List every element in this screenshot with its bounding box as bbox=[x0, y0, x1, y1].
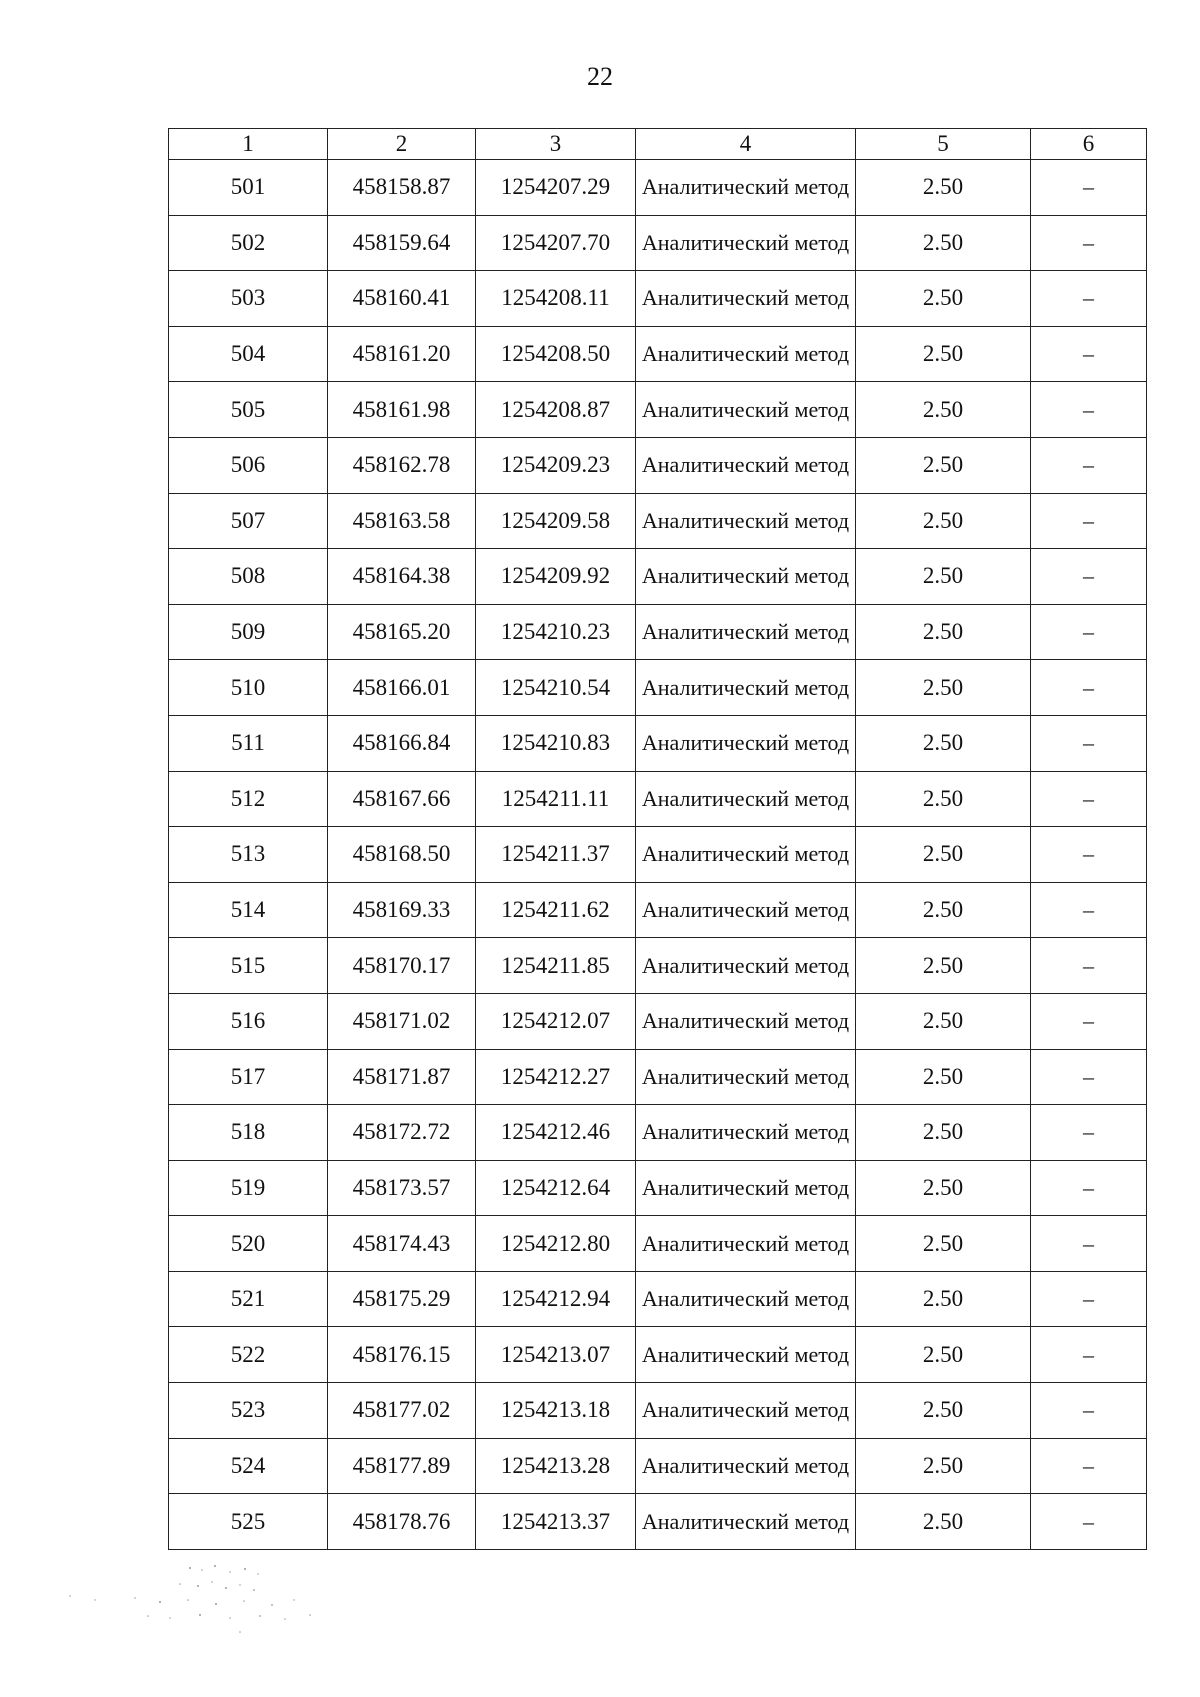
table-cell-col-3: 1254209.23 bbox=[476, 437, 636, 493]
scan-noise-marks bbox=[40, 1560, 340, 1640]
table-header bbox=[169, 129, 1147, 160]
header-cell-2: 2 bbox=[328, 129, 476, 160]
table-cell-col-5: 2.50 bbox=[856, 326, 1031, 382]
header-cell-4: 4 bbox=[636, 129, 856, 160]
table-cell-col-3: 1254209.58 bbox=[476, 493, 636, 549]
table-cell-col-6: – bbox=[1031, 715, 1147, 771]
table-cell-col-3: 1254213.07 bbox=[476, 1327, 636, 1383]
table-cell-col-5: 2.50 bbox=[856, 1160, 1031, 1216]
table-cell-col-2: 458176.15 bbox=[328, 1327, 476, 1383]
table-cell-col-3: 1254212.64 bbox=[476, 1160, 636, 1216]
table-cell-col-3: 1254212.07 bbox=[476, 993, 636, 1049]
table-row bbox=[169, 549, 1147, 605]
table-row bbox=[169, 437, 1147, 493]
header-row bbox=[169, 129, 1147, 160]
table-cell-col-2: 458168.50 bbox=[328, 827, 476, 883]
table-cell-col-2: 458171.02 bbox=[328, 993, 476, 1049]
header-cell-5: 5 bbox=[856, 129, 1031, 160]
table-cell-col-6: – bbox=[1031, 771, 1147, 827]
table-cell-col-4: Аналитический метод bbox=[636, 604, 856, 660]
table-body bbox=[169, 160, 1147, 1550]
table-cell-col-5: 2.50 bbox=[856, 1049, 1031, 1105]
table-cell-col-2: 458171.87 bbox=[328, 1049, 476, 1105]
table-cell-col-2: 458165.20 bbox=[328, 604, 476, 660]
table-cell-col-4: Аналитический метод bbox=[636, 1271, 856, 1327]
table-cell-col-5: 2.50 bbox=[856, 1271, 1031, 1327]
table-cell-col-5: 2.50 bbox=[856, 1494, 1031, 1550]
table-cell-col-4: Аналитический метод bbox=[636, 326, 856, 382]
table-cell-col-6: – bbox=[1031, 437, 1147, 493]
table-cell-col-2: 458161.20 bbox=[328, 326, 476, 382]
table-cell-col-3: 1254207.29 bbox=[476, 160, 636, 216]
table-cell-col-3: 1254211.37 bbox=[476, 827, 636, 883]
table-cell-col-1: 522 bbox=[169, 1327, 328, 1383]
table-cell-col-4: Аналитический метод bbox=[636, 493, 856, 549]
table-cell-col-5: 2.50 bbox=[856, 215, 1031, 271]
table-cell-col-6: – bbox=[1031, 1327, 1147, 1383]
table-row bbox=[169, 882, 1147, 938]
table-cell-col-6: – bbox=[1031, 882, 1147, 938]
table-row bbox=[169, 215, 1147, 271]
table-cell-col-3: 1254211.11 bbox=[476, 771, 636, 827]
table-cell-col-3: 1254208.50 bbox=[476, 326, 636, 382]
table-cell-col-4: Аналитический метод bbox=[636, 660, 856, 716]
table-cell-col-1: 506 bbox=[169, 437, 328, 493]
table-cell-col-6: – bbox=[1031, 271, 1147, 327]
table-cell-col-4: Аналитический метод bbox=[636, 1494, 856, 1550]
table-cell-col-2: 458164.38 bbox=[328, 549, 476, 605]
table-cell-col-5: 2.50 bbox=[856, 993, 1031, 1049]
table-cell-col-6: – bbox=[1031, 215, 1147, 271]
table-cell-col-4: Аналитический метод bbox=[636, 993, 856, 1049]
table-cell-col-4: Аналитический метод bbox=[636, 827, 856, 883]
table-cell-col-3: 1254212.46 bbox=[476, 1105, 636, 1161]
table-row bbox=[169, 1494, 1147, 1550]
table-cell-col-3: 1254212.94 bbox=[476, 1271, 636, 1327]
table-cell-col-6: – bbox=[1031, 1438, 1147, 1494]
table-row bbox=[169, 1160, 1147, 1216]
table-cell-col-4: Аналитический метод bbox=[636, 382, 856, 438]
header-cell-3: 3 bbox=[476, 129, 636, 160]
page-number: 22 bbox=[587, 62, 613, 91]
table-cell-col-6: – bbox=[1031, 160, 1147, 216]
table-cell-col-1: 514 bbox=[169, 882, 328, 938]
table-cell-col-2: 458159.64 bbox=[328, 215, 476, 271]
table-cell-col-5: 2.50 bbox=[856, 437, 1031, 493]
table-cell-col-4: Аналитический метод bbox=[636, 549, 856, 605]
table-cell-col-1: 507 bbox=[169, 493, 328, 549]
table-cell-col-2: 458166.84 bbox=[328, 715, 476, 771]
table-cell-col-4: Аналитический метод bbox=[636, 160, 856, 216]
table-cell-col-5: 2.50 bbox=[856, 493, 1031, 549]
table-cell-col-3: 1254210.54 bbox=[476, 660, 636, 716]
table-cell-col-5: 2.50 bbox=[856, 827, 1031, 883]
table-cell-col-4: Аналитический метод bbox=[636, 715, 856, 771]
table-cell-col-2: 458178.76 bbox=[328, 1494, 476, 1550]
table-cell-col-3: 1254207.70 bbox=[476, 215, 636, 271]
table-cell-col-3: 1254212.80 bbox=[476, 1216, 636, 1272]
table-cell-col-5: 2.50 bbox=[856, 1438, 1031, 1494]
table-cell-col-1: 524 bbox=[169, 1438, 328, 1494]
table-cell-col-5: 2.50 bbox=[856, 715, 1031, 771]
table-row bbox=[169, 493, 1147, 549]
table-row bbox=[169, 382, 1147, 438]
header-cell-6: 6 bbox=[1031, 129, 1147, 160]
table-cell-col-3: 1254213.28 bbox=[476, 1438, 636, 1494]
coordinates-table bbox=[168, 128, 1147, 1550]
table-cell-col-6: – bbox=[1031, 1105, 1147, 1161]
table-cell-col-5: 2.50 bbox=[856, 271, 1031, 327]
table-cell-col-5: 2.50 bbox=[856, 1327, 1031, 1383]
table-cell-col-1: 513 bbox=[169, 827, 328, 883]
table-cell-col-1: 525 bbox=[169, 1494, 328, 1550]
table-cell-col-1: 523 bbox=[169, 1383, 328, 1439]
table-cell-col-1: 511 bbox=[169, 715, 328, 771]
table-cell-col-1: 510 bbox=[169, 660, 328, 716]
table-cell-col-5: 2.50 bbox=[856, 160, 1031, 216]
table-cell-col-1: 515 bbox=[169, 938, 328, 994]
table-cell-col-2: 458177.02 bbox=[328, 1383, 476, 1439]
table-cell-col-1: 504 bbox=[169, 326, 328, 382]
table-cell-col-5: 2.50 bbox=[856, 938, 1031, 994]
header-cell-1: 1 bbox=[169, 129, 328, 160]
table-cell-col-5: 2.50 bbox=[856, 771, 1031, 827]
table-row bbox=[169, 271, 1147, 327]
table-cell-col-3: 1254213.37 bbox=[476, 1494, 636, 1550]
table-cell-col-4: Аналитический метод bbox=[636, 1105, 856, 1161]
table-row bbox=[169, 938, 1147, 994]
table-row bbox=[169, 1216, 1147, 1272]
table-row bbox=[169, 1327, 1147, 1383]
table-cell-col-4: Аналитический метод bbox=[636, 437, 856, 493]
table-cell-col-4: Аналитический метод bbox=[636, 882, 856, 938]
table-cell-col-6: – bbox=[1031, 1049, 1147, 1105]
table-cell-col-3: 1254210.23 bbox=[476, 604, 636, 660]
table-cell-col-3: 1254208.11 bbox=[476, 271, 636, 327]
table-cell-col-1: 519 bbox=[169, 1160, 328, 1216]
table-cell-col-1: 512 bbox=[169, 771, 328, 827]
table-cell-col-4: Аналитический метод bbox=[636, 1327, 856, 1383]
table-cell-col-3: 1254211.85 bbox=[476, 938, 636, 994]
table-cell-col-2: 458160.41 bbox=[328, 271, 476, 327]
table-cell-col-1: 508 bbox=[169, 549, 328, 605]
table-cell-col-6: – bbox=[1031, 382, 1147, 438]
table-cell-col-6: – bbox=[1031, 1271, 1147, 1327]
table-row bbox=[169, 1438, 1147, 1494]
table-row bbox=[169, 1049, 1147, 1105]
table-cell-col-4: Аналитический метод bbox=[636, 1049, 856, 1105]
table-cell-col-2: 458172.72 bbox=[328, 1105, 476, 1161]
table-cell-col-2: 458161.98 bbox=[328, 382, 476, 438]
table-cell-col-2: 458170.17 bbox=[328, 938, 476, 994]
table-cell-col-1: 520 bbox=[169, 1216, 328, 1272]
table-cell-col-5: 2.50 bbox=[856, 1383, 1031, 1439]
table-cell-col-2: 458162.78 bbox=[328, 437, 476, 493]
table-row bbox=[169, 1105, 1147, 1161]
table-cell-col-6: – bbox=[1031, 938, 1147, 994]
table-cell-col-5: 2.50 bbox=[856, 382, 1031, 438]
table-cell-col-1: 505 bbox=[169, 382, 328, 438]
table-cell-col-2: 458173.57 bbox=[328, 1160, 476, 1216]
table-cell-col-1: 518 bbox=[169, 1105, 328, 1161]
table-cell-col-6: – bbox=[1031, 549, 1147, 605]
table-cell-col-2: 458158.87 bbox=[328, 160, 476, 216]
table-cell-col-3: 1254213.18 bbox=[476, 1383, 636, 1439]
table-row bbox=[169, 604, 1147, 660]
table-cell-col-1: 502 bbox=[169, 215, 328, 271]
table-cell-col-4: Аналитический метод bbox=[636, 1383, 856, 1439]
table-cell-col-5: 2.50 bbox=[856, 1216, 1031, 1272]
table-cell-col-6: – bbox=[1031, 604, 1147, 660]
table-row bbox=[169, 715, 1147, 771]
table-cell-col-2: 458166.01 bbox=[328, 660, 476, 716]
table-cell-col-5: 2.50 bbox=[856, 882, 1031, 938]
table-cell-col-6: – bbox=[1031, 827, 1147, 883]
table-cell-col-3: 1254212.27 bbox=[476, 1049, 636, 1105]
table-cell-col-6: – bbox=[1031, 993, 1147, 1049]
table-cell-col-3: 1254211.62 bbox=[476, 882, 636, 938]
table-cell-col-4: Аналитический метод bbox=[636, 1216, 856, 1272]
table-row bbox=[169, 771, 1147, 827]
table-cell-col-4: Аналитический метод bbox=[636, 771, 856, 827]
table-cell-col-2: 458167.66 bbox=[328, 771, 476, 827]
table-cell-col-1: 509 bbox=[169, 604, 328, 660]
table-cell-col-6: – bbox=[1031, 493, 1147, 549]
table-cell-col-1: 516 bbox=[169, 993, 328, 1049]
table-cell-col-6: – bbox=[1031, 1383, 1147, 1439]
table-cell-col-1: 501 bbox=[169, 160, 328, 216]
table-cell-col-5: 2.50 bbox=[856, 549, 1031, 605]
table-cell-col-4: Аналитический метод bbox=[636, 215, 856, 271]
table-cell-col-3: 1254209.92 bbox=[476, 549, 636, 605]
table-cell-col-6: – bbox=[1031, 326, 1147, 382]
table-row bbox=[169, 993, 1147, 1049]
table-row bbox=[169, 660, 1147, 716]
table-cell-col-3: 1254210.83 bbox=[476, 715, 636, 771]
table-cell-col-1: 503 bbox=[169, 271, 328, 327]
table-cell-col-2: 458163.58 bbox=[328, 493, 476, 549]
table-cell-col-2: 458177.89 bbox=[328, 1438, 476, 1494]
table-row bbox=[169, 326, 1147, 382]
table-cell-col-6: – bbox=[1031, 660, 1147, 716]
table-row bbox=[169, 827, 1147, 883]
table-cell-col-2: 458175.29 bbox=[328, 1271, 476, 1327]
table-cell-col-2: 458169.33 bbox=[328, 882, 476, 938]
table-cell-col-6: – bbox=[1031, 1160, 1147, 1216]
table-row bbox=[169, 1271, 1147, 1327]
table-cell-col-4: Аналитический метод bbox=[636, 271, 856, 327]
table-cell-col-4: Аналитический метод bbox=[636, 1160, 856, 1216]
table-cell-col-4: Аналитический метод bbox=[636, 938, 856, 994]
table-row bbox=[169, 160, 1147, 216]
table-row bbox=[169, 1383, 1147, 1439]
table-cell-col-5: 2.50 bbox=[856, 1105, 1031, 1161]
table-cell-col-6: – bbox=[1031, 1216, 1147, 1272]
table-cell-col-4: Аналитический метод bbox=[636, 1438, 856, 1494]
table-cell-col-3: 1254208.87 bbox=[476, 382, 636, 438]
table-cell-col-1: 521 bbox=[169, 1271, 328, 1327]
table-cell-col-5: 2.50 bbox=[856, 660, 1031, 716]
table-cell-col-5: 2.50 bbox=[856, 604, 1031, 660]
table-cell-col-6: – bbox=[1031, 1494, 1147, 1550]
table-cell-col-1: 517 bbox=[169, 1049, 328, 1105]
table-cell-col-2: 458174.43 bbox=[328, 1216, 476, 1272]
